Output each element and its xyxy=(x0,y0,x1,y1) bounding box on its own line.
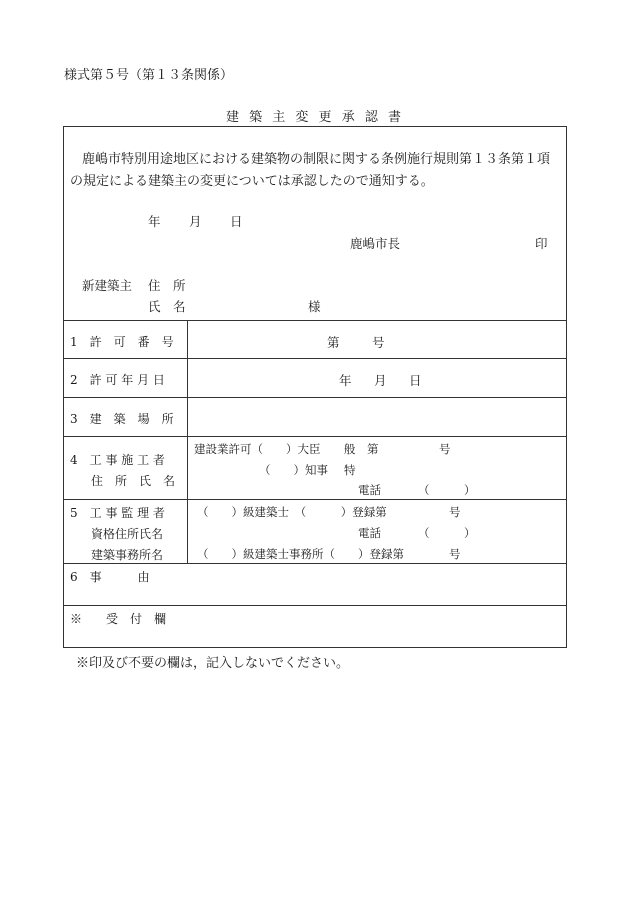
date-year: 年 xyxy=(148,214,161,229)
new-owner-label: 新建築主 xyxy=(82,278,133,293)
row-divider xyxy=(63,499,567,500)
architect-number-suffix: 号 xyxy=(449,505,461,519)
honorific: 様 xyxy=(308,299,321,314)
new-owner-address-label: 住 所 xyxy=(148,278,186,293)
supervisor-phone-label: 電話 xyxy=(358,526,381,540)
supervisor-label: 5 工 事 監 理 者 xyxy=(70,506,165,520)
license-general-text: 般 第 xyxy=(344,442,379,456)
reason-label: 6 事 由 xyxy=(70,570,150,584)
notice-paragraph: 鹿嶋市特別用途地区における建築物の制限に関する条例施行規則第１３条第１項の規定による建築主の変更については承認したので通知する。 xyxy=(70,152,551,189)
permit-number-prefix: 第 xyxy=(327,335,340,350)
permit-number-label: 1 許 可 番 号 xyxy=(70,335,174,349)
license-number-suffix: 号 xyxy=(439,442,451,456)
architect-class-text: （ ）級建築士 （ ）登録第 xyxy=(197,505,387,519)
architect-office-text: （ ）級建築士事務所（ ）登録第 xyxy=(197,547,404,561)
permit-date-day: 日 xyxy=(409,373,422,388)
supervisor-office-label: 建築事務所名 xyxy=(91,548,164,562)
reception-label: ※ 受 付 欄 xyxy=(70,612,167,626)
mayor-title: 鹿嶋市長 xyxy=(350,236,401,251)
supervisor-qualification-label: 資格住所氏名 xyxy=(91,527,164,541)
date-month: 月 xyxy=(189,214,202,229)
form-number: 様式第５号（第１３条関係） xyxy=(64,68,234,83)
office-number-suffix: 号 xyxy=(449,547,461,561)
row-divider xyxy=(63,397,567,398)
permit-date-year: 年 xyxy=(339,373,352,388)
seal-mark: 印 xyxy=(535,236,548,251)
row-divider xyxy=(63,563,567,564)
new-owner-name-label: 氏 名 xyxy=(148,299,186,314)
license-special-text: 特 xyxy=(344,463,356,477)
row-divider xyxy=(63,436,567,437)
permit-date-month: 月 xyxy=(374,373,387,388)
permit-date-label: 2 許 可 年 月 日 xyxy=(70,373,165,387)
row-divider xyxy=(63,358,567,359)
license-governor-text: （ ）知事 xyxy=(259,463,328,477)
permit-number-suffix: 号 xyxy=(372,335,385,350)
license-minister-text: 建設業許可（ ）大臣 xyxy=(194,442,321,456)
document-title: 建 築 主 変 更 承 認 書 xyxy=(226,110,404,125)
row-divider xyxy=(63,320,567,321)
row-divider xyxy=(63,605,567,606)
contractor-label: 4 工 事 施 工 者 xyxy=(70,453,165,467)
contractor-phone-blank: （ ） xyxy=(418,483,476,497)
supervisor-phone-blank: （ ） xyxy=(418,526,476,540)
contractor-phone-label: 電話 xyxy=(358,483,381,497)
footnote: ※印及び不要の欄は，記入しないでください。 xyxy=(76,656,350,671)
building-site-label: 3 建 築 場 所 xyxy=(70,412,174,426)
column-divider xyxy=(187,320,188,563)
date-day: 日 xyxy=(230,214,243,229)
contractor-address-label: 住 所 氏 名 xyxy=(91,474,176,488)
